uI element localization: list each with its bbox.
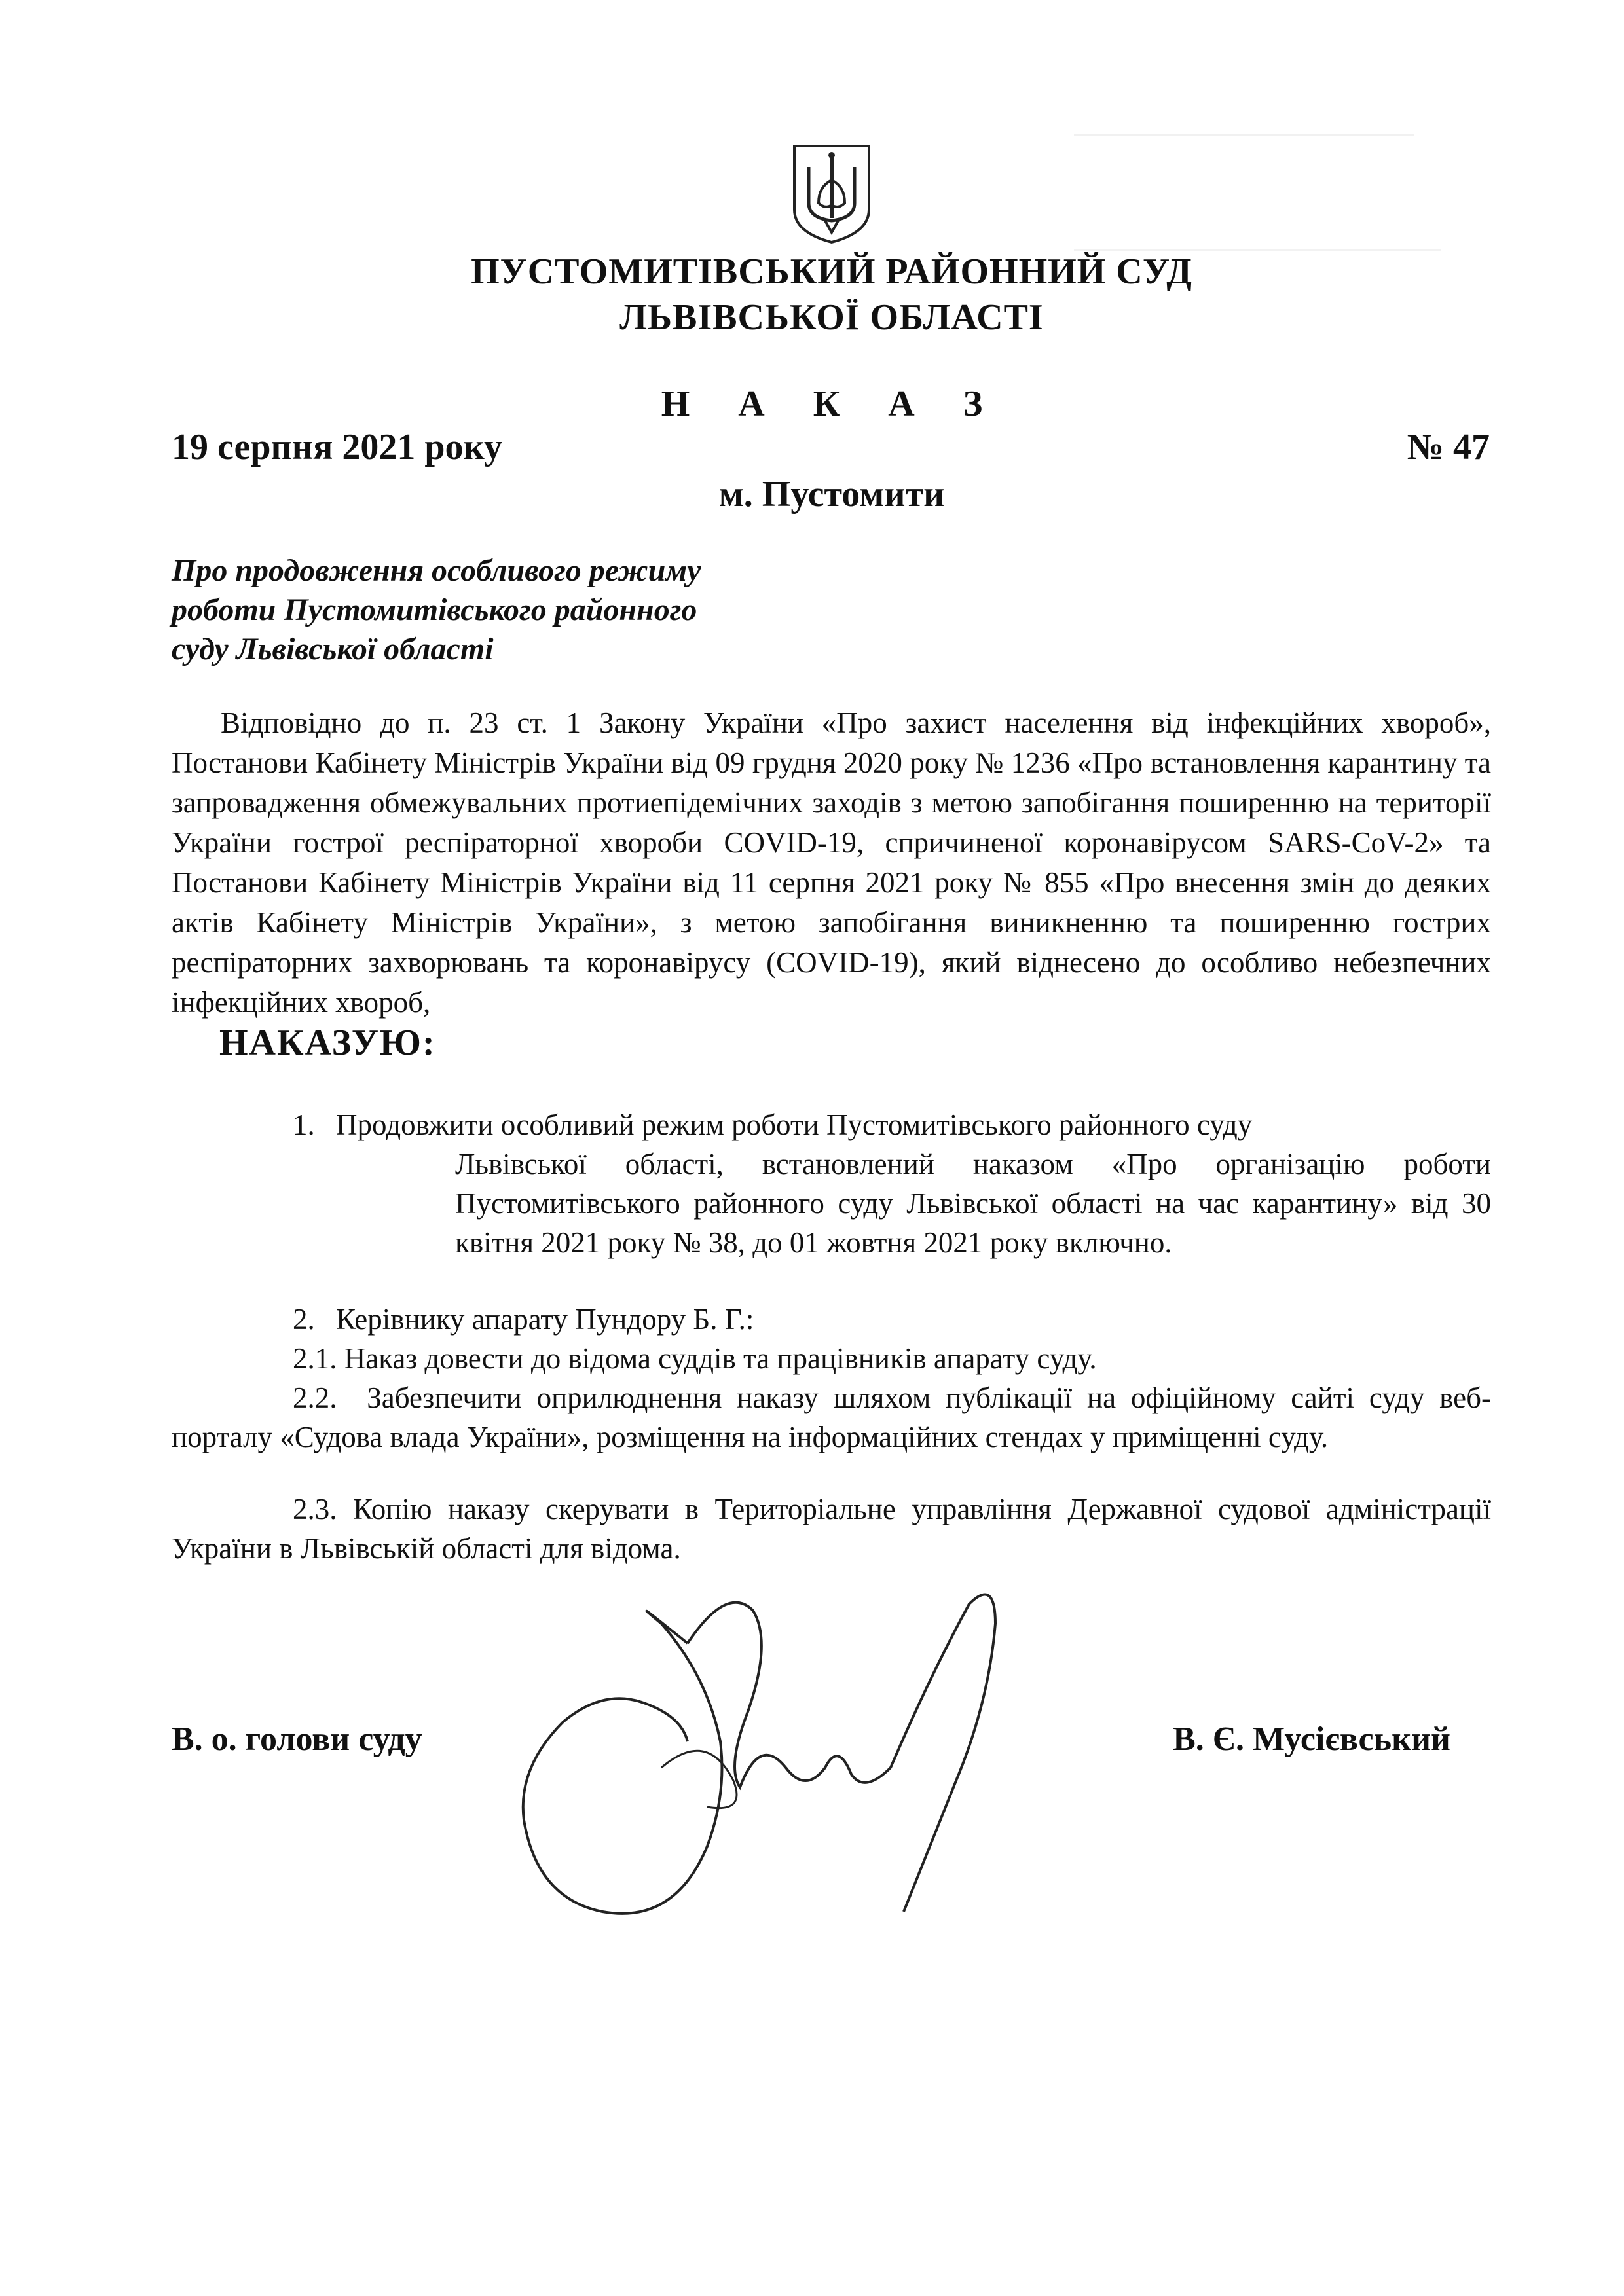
item-2-1-text: Наказ довести до відома суддів та працівників апарату суду. [344, 1342, 1097, 1375]
item-1-first-line [293, 1105, 1491, 1144]
court-name [327, 249, 1336, 340]
item-2-3-text: Копію наказу скерувати в Територіальне управління Державної судової адміністрації України в Львівській області для відома. [172, 1493, 1492, 1565]
item-2-2-text: Забезпечити оприлюднення наказу шляхом публікації на офіційному сайті суду веб-порталу «Судова влада України», розміщення на інформаційних стендах у приміщенні суду. [172, 1381, 1492, 1453]
order-date: 19 серпня 2021 року [172, 427, 502, 467]
item-1-continuation: Львівської області, встановлений наказом «Про організацію роботи Пустомитівського районного суду Львівської області на час карантину» від 30 квітня 2021 року № 38, до 01 жовтня 2021 року включно. [455, 1148, 1491, 1259]
handwritten-signature [511, 1571, 1074, 1938]
signatory-position: В. о. голови суду [172, 1721, 422, 1758]
item-2-1 [293, 1339, 1491, 1378]
item-2-1-number: 2.1. [293, 1342, 337, 1375]
item-2-text: Керівнику апарату Пундору Б. Г.: [336, 1303, 754, 1336]
preamble-paragraph: Відповідно до п. 23 ст. 1 Закону України «Про захист населення від інфекційних хвороб», Постанови Кабінету Міністрів України від 09 грудня 2020 року № 1236 «Про встановлення карантину та запровадження обмежувальних протиепідемічних заходів з метою запобігання поширенню на території України гострої респіраторної хвороби COVID-19, спричиненої коронавірусом SARS-CoV-2» та Постанови Кабінету Міністрів України від 11 серпня 2021 року № 855 «Про внесення змін до деяких актів Кабінету Міністрів України», з метою запобігання виникненню та поширенню гострих респіраторних захворювань та коронавірусу (COVID-19), який віднесено до особливо небезпечних інфекційних хвороб, [172, 706, 1491, 1019]
subject-line-3: суду Львівської області [172, 632, 494, 666]
order-subject [172, 551, 800, 669]
item-1-number: 1. [293, 1108, 315, 1141]
bleed-through-marks [1074, 134, 1414, 162]
court-name-line-1: ПУСТОМИТІВСЬКИЙ РАЙОННИЙ СУД [471, 251, 1192, 292]
order-word: НАКАЗУЮ: [219, 1023, 436, 1063]
court-name-line-2: ЛЬВІВСЬКОЇ ОБЛАСТІ [619, 297, 1044, 338]
item-2 [293, 1300, 754, 1339]
order-number: № 47 [1407, 427, 1490, 467]
subject-line-1: Про продовження особливого режиму [172, 553, 701, 588]
item-2-number: 2. [293, 1303, 315, 1336]
signatory-name: В. Є. Мусієвський [1173, 1721, 1450, 1758]
item-2-2 [172, 1378, 1491, 1457]
subject-line-2: роботи Пустомитівського районного [172, 592, 697, 627]
item-1-first-text: Продовжити особливий режим роботи Пустомитівського районного суду [336, 1108, 1253, 1141]
item-2-3 [172, 1489, 1491, 1568]
item-2-3-number: 2.3. [293, 1493, 337, 1525]
document-type: Н А К А З [661, 384, 1003, 424]
coat-of-arms-icon [789, 141, 874, 246]
order-city: м. Пустомити [718, 474, 945, 515]
item-2-2-number: 2.2. [293, 1381, 337, 1414]
